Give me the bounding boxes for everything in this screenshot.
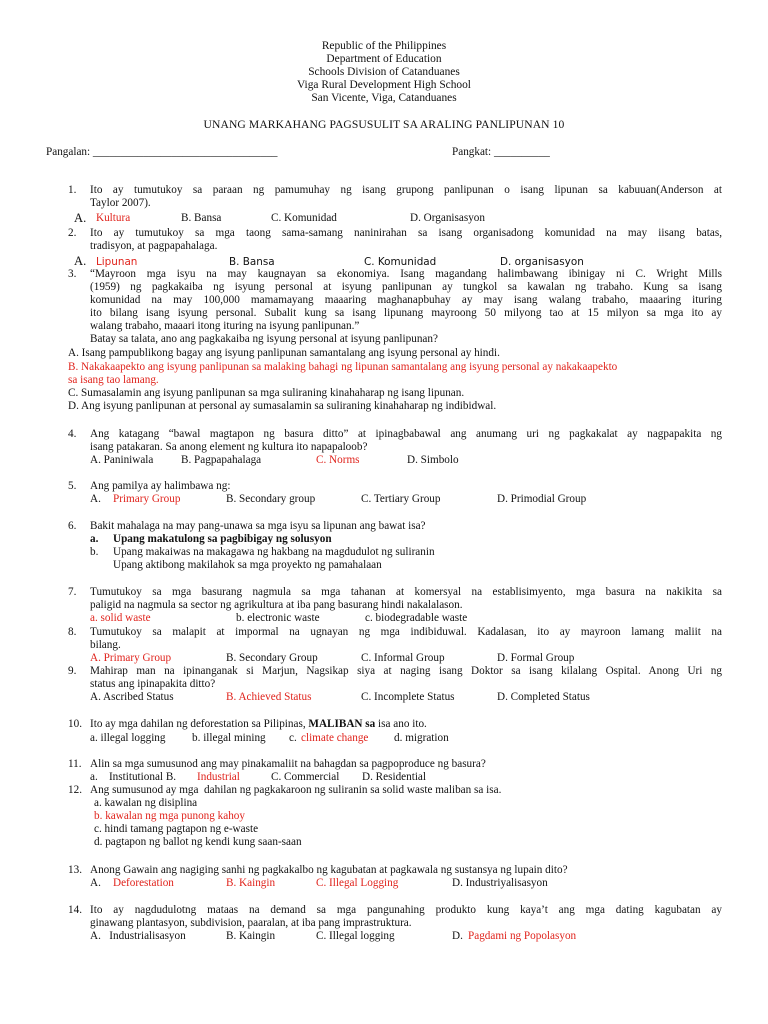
choice-c: C. Komunidad: [271, 212, 337, 224]
header-address: San Vicente, Viga, Catanduanes: [311, 92, 457, 104]
question-number: 1.: [68, 184, 77, 196]
question-text: Ito ay tumutukoy sa paraan ng pamumuhay ng isang grupong panlipunan o isang lipunan sa kabuuan(Anderson at: [90, 184, 722, 196]
question-text: walang trabaho, maaari itong ituring na isyung panlipunan.”: [90, 320, 360, 332]
choice-a: a. Institutional B.: [90, 771, 177, 783]
choice-b: B. Pagpapahalaga: [181, 454, 262, 466]
choice-d: D. Ang isyung panlipunan at personal ay sumasalamin sa suliraning kinahaharap ng indibidwal.: [68, 400, 497, 412]
question-text-part: isa ano ito.: [378, 718, 427, 730]
question-text: ginawang plantasyon, subdivision, paaralan, at iba pang imprastruktura.: [90, 917, 412, 929]
choice-c-answer: C. Norms: [316, 454, 360, 466]
question-text: Taylor 2007).: [90, 197, 151, 209]
choice-b: B. Secondary Group: [226, 652, 318, 664]
question-text: Bakit mahalaga na may pang-unawa sa mga isyu sa lipunan ang bawat isa?: [90, 520, 426, 532]
question-text: Ito ay nagdudulotng mataas na demand sa mga pangunahing produkto kung kaya’t ang mga dating kagubatan ay: [90, 904, 722, 916]
question-text: Alin sa mga sumusunod ang may pinakamaliit na bahagdan sa pagpoproduce ng basura?: [90, 758, 486, 770]
choice-letter: A.: [74, 254, 87, 268]
header-school: Viga Rural Development High School: [297, 79, 471, 91]
choice-d-answer: Pagdami ng Popolasyon: [468, 930, 577, 942]
choice-b-answer: B. Achieved Status: [226, 691, 312, 703]
name-blank: _________________________________: [92, 146, 278, 158]
question-number: 14.: [68, 904, 82, 916]
choice-d: D. Formal Group: [497, 652, 575, 664]
choice-b: B. Bansa: [229, 256, 275, 268]
choice-a: a. kawalan ng disiplina: [94, 797, 198, 809]
choice-b-answer: Industrial: [197, 771, 240, 783]
section-blank: __________: [493, 146, 550, 158]
question-number: 11.: [68, 758, 82, 770]
question-text: status ang ipinapakita ditto?: [90, 678, 216, 690]
choice-a: A. Industrialisasyon: [90, 930, 186, 942]
question-text: isang patakaran. Sa anong element ng kultura ito napapaloob?: [90, 441, 368, 453]
choice-a: a. illegal logging: [90, 732, 166, 744]
choice-c: C. Tertiary Group: [361, 493, 441, 505]
choice-d: D. Residential: [362, 771, 427, 783]
question-number: 3.: [68, 268, 77, 280]
choice-b: B. Kaingin: [226, 930, 276, 942]
question-number: 7.: [68, 586, 77, 598]
choice-a: A. Ascribed Status: [90, 691, 174, 703]
question-text: (1959) ng pagkakaiba ng isyung personal at isyung panlipunan ay tungkol sa kawalan ng trabaho. Kung sa isang: [90, 281, 722, 293]
question-text: tradisyon, at pagpapahalaga.: [90, 240, 218, 252]
question-number: 10.: [68, 718, 82, 730]
header-republic: Republic of the Philippines: [321, 40, 447, 52]
choice-c: C. Commercial: [271, 771, 340, 783]
question-text: ito bilang isang isyung personal. Subalit kung sa isang lipunang mayroong 50 milyong tao at 15 milyon sa mga ito ay: [90, 307, 722, 319]
choice-a-answer: Kultura: [96, 212, 131, 224]
choice-d: d. migration: [394, 732, 449, 744]
section-field: [452, 146, 550, 159]
choice-b-answer: B. Kaingin: [226, 877, 276, 889]
question-text: paligid na nagmula sa sector ng agrikultura at iba pang basurang hindi nakalalason.: [90, 599, 463, 611]
choice-c-answer: C. Illegal Logging: [316, 877, 399, 889]
question-number: 8.: [68, 626, 77, 638]
choice-d: d. pagtapon ng ballot ng kendi kung saan-saan: [94, 836, 302, 848]
question-text: Ang katagang “bawal magtapon ng basura ditto” at ipinagbabawal ang anumang uri ng pagkakalat ay nagpapakita ng: [90, 428, 722, 440]
choice-c: C. Illegal logging: [316, 930, 395, 942]
choice-a-answer: Primary Group: [113, 493, 181, 505]
name-field: [46, 146, 278, 159]
question-number: 13.: [68, 864, 82, 876]
section-label: Pangkat:: [452, 146, 492, 158]
choice-letter: b.: [90, 546, 99, 558]
choice-c: C. Komunidad: [364, 256, 437, 268]
choice-c-answer: climate change: [301, 732, 369, 744]
choice-d: D. Industriyalisasyon: [452, 877, 548, 889]
choice-letter: c.: [289, 732, 297, 744]
choice-d: D. organisasyon: [500, 256, 584, 268]
choice-b: B. Bansa: [181, 212, 222, 224]
question-text: bilang.: [90, 639, 121, 651]
choice-c: C. Incomplete Status: [361, 691, 455, 703]
choice-d: D. Simbolo: [407, 454, 459, 466]
exam-title: UNANG MARKAHANG PAGSUSULIT SA ARALING PANLIPUNAN 10: [203, 118, 565, 131]
choice-a: A. Paniniwala: [90, 454, 154, 466]
question-number: 5.: [68, 480, 77, 492]
choice-d: D. Organisasyon: [410, 212, 485, 224]
choice-a-answer: Lipunan: [96, 256, 138, 268]
question-text: “Mayroon mga isyu na may kaugnayan sa ekonomiya. Isang magandang halimbawang ibinigay ni C. Wright Mills: [90, 268, 722, 280]
choice-letter: A.: [90, 493, 101, 505]
choice-b-answer-cont: sa isang tao lamang.: [68, 374, 159, 386]
choice-a-answer: A. Primary Group: [90, 652, 172, 664]
choice-letter: D.: [452, 930, 463, 942]
question-emphasis: MALIBAN sa: [308, 718, 376, 730]
question-text: Anong Gawain ang nagiging sanhi ng pagkakalbo ng kagubatan at pagkawala ng sustansya ng lupain dito?: [90, 864, 568, 876]
choice-a-answer: Deforestation: [113, 877, 174, 889]
question-text: komunidad na may 100,000 mamamayang maaaring maghanapbuhay ay may isang walang trabaho, maaaring ituring: [90, 294, 722, 306]
question-number: 2.: [68, 227, 77, 239]
choice-b-answer: b. kawalan ng mga punong kahoy: [94, 810, 245, 822]
question-text: Tumutukoy sa malapit at impormal na ugnayan ng mga indibiduwal. Kadalasan, ito ay mayroon lamang maliit na: [90, 626, 722, 638]
choice-c: C. Sumasalamin ang isyung panlipunan sa mga suliraning kinahaharap ng isang lipunan.: [68, 387, 465, 399]
choice-letter: A.: [90, 877, 101, 889]
question-prompt: Batay sa talata, ano ang pagkakaiba ng isyung personal at isyung panlipunan?: [90, 333, 438, 345]
name-label: Pangalan:: [46, 146, 91, 158]
choice-c: C. Informal Group: [361, 652, 445, 664]
choice-c: c. hindi tamang pagtapon ng e-waste: [94, 823, 259, 835]
question-number: 12.: [68, 784, 82, 796]
choice-b: B. Secondary group: [226, 493, 316, 505]
question-text: Tumutukoy sa mga basurang nagmula sa mga tahanan at komersyal na establisimyento, mga basura na nakikita sa: [90, 586, 722, 598]
choice-a: A. Isang pampublikong bagay ang isyung panlipunan samantalang ang isyung personal ay hindi.: [68, 347, 500, 359]
choice-b-answer: B. Nakakaapekto ang isyung panlipunan sa malaking bahagi ng lipunan samantalang ang isyung personal ay nakakaapekto: [68, 361, 618, 373]
choice-d: D. Completed Status: [497, 691, 590, 703]
question-number: 6.: [68, 520, 77, 532]
choice-b: b. illegal mining: [192, 732, 266, 744]
choice-b: Upang makaiwas na makagawa ng hakbang na magdudulot ng suliranin: [113, 546, 435, 558]
choice-letter: a.: [90, 533, 99, 545]
choice-c: c. biodegradable waste: [365, 612, 468, 624]
choice-d: D. Primodial Group: [497, 493, 587, 505]
question-text: Mahirap man na ipinanganak si Marjun, Nagsikap siya at naging isang Doktor sa isang kilalang Ospital. Anong Uri ng: [90, 665, 722, 677]
choice-a-answer: Upang makatulong sa pagbibigay ng solusyon: [113, 533, 332, 545]
choice-c: Upang aktibong makilahok sa mga proyekto ng pamahalaan: [113, 559, 382, 571]
question-number: 9.: [68, 665, 77, 677]
question-text-part: Ito ay mga dahilan ng deforestation sa Pilipinas,: [90, 718, 306, 730]
choice-a-answer: a. solid waste: [90, 612, 151, 624]
question-text: Ang sumusunod ay mga dahilan ng pagkakaroon ng suliranin sa solid waste maliban sa isa.: [90, 784, 502, 796]
question-text: [90, 718, 427, 731]
question-text: Ito ay tumutukoy sa mga taong sama-samang naninirahan sa isang organisadong komunidad na may iisang batas,: [90, 227, 722, 239]
choice-b: b. electronic waste: [236, 612, 320, 624]
question-text: Ang pamilya ay halimbawa ng:: [90, 480, 231, 492]
header-deped: Department of Education: [326, 53, 442, 65]
header-division: Schools Division of Catanduanes: [308, 66, 460, 78]
question-number: 4.: [68, 428, 77, 440]
choice-letter: A.: [74, 211, 87, 225]
